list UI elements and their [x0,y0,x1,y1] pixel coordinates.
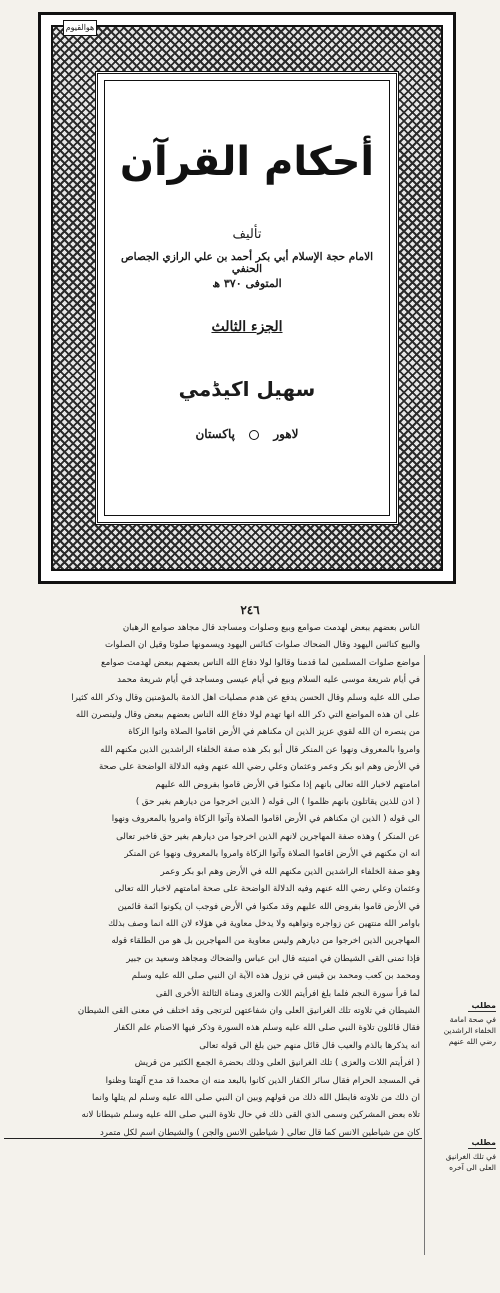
text-line: كان من شياطين الانس كما قال تعالى ( شياطين الانس والجن ) والشيطان اسم لكل متمرد [99,1127,420,1138]
text-line: المهاجرين الذين اخرجوا من ديارهم وليس معاوية من المهاجرين بل هو من الطلقاء قوله [111,936,420,947]
body-text [4,620,420,1142]
text-line: وهو صفة الخلفاء الراشدين الذين مكنهم الله في الأرض وهم ابو بكر وعمر [160,866,420,877]
text-line: انه ان مكنهم في الأرض اقاموا الصلاة وآتوا الزكاة وامروا بالمعروف ونهوا عن المنكر [124,849,420,860]
text-line: ومحمد بن كعب ومحمد بن قيس في نزول هذه الآية ان النبي صلى الله عليه وسلم [131,971,420,982]
ornamental-border [51,25,443,571]
text-line: مواضع صلوات المسلمين لما قدمنا وقالوا لولا دفاع الله الناس بعضهم ببعض لهدمت صوامع [101,657,420,668]
text-line: انه يذكرها بالذم والعيب قال قائل منهم حين بلغ الى قوله تعالى [199,1040,420,1051]
margin-divider [424,655,425,1255]
margin-note-head: مطلب [468,1137,496,1149]
text-line: الناس بعضهم ببعض لهدمت صوامع وبيع وصلوات ومساجد قال مجاهد صوامع الرهبان [122,623,420,633]
publisher-name: سهيل اكيڈمي [178,377,316,401]
city-name: لاھور [273,427,299,441]
margin-note-text: في تلك الغرانيق العلى الى آخره [445,1152,496,1172]
margin-note [430,1137,496,1173]
text-line: صلى الله عليه وسلم وقال الحسن يدفع عن هدم مصليات اهل الذمة بالمؤمنين وقال وذكر الله كثيرا [71,692,420,703]
text-line: في الأرض وهم ابو بكر وعمر وعثمان وعلي رضي الله عنهم وفيه الدلالة الواضحة على صحة [98,762,420,773]
text-line: امامتهم لاخبار الله تعالى بانهم إذا مكنوا في الأرض قاموا بفروض الله عليهم [155,779,420,790]
page-number: ٢٤٦ [240,603,260,617]
book-title: أحكام القرآن [119,139,375,185]
text-line: في المسجد الحرام فقال سائر الكفار الذين كانوا بالبعد منه ان محمدا قد مدح آلهتنا وظنوا [105,1075,420,1086]
text-line: فإذا تمنى القى الشيطان في امنيته قال ابن عباس والضحاك ومجاهد وسعيد بن جبير [126,953,420,964]
margin-note-head: مطلب [468,1000,496,1012]
text-line: والبيع كنائس اليهود وقال الضحاك صلوات كنائس اليهود ويسمونها صلوتا وقيل ان الصلوات [105,640,420,651]
corner-tag: ھوالقيوم [63,20,97,36]
text-line: تلاه بعض المشركين وسمى الذي القى ذلك في حال تلاوة النبي صلى الله عليه وسلم شيطانا لانه [81,1110,420,1121]
margin-note-text: في صحة امامة الخلفاء الراشدين رضي الله عنهم [443,1015,496,1046]
text-line: باوامر الله منتهين عن زواجره ونواهيه ولا يدخل معاوية في هؤلاء لان الله انما وصف بذلك [108,918,420,929]
publication-place [105,427,389,441]
text-line: وعثمان وعلي رضي الله عنهم وفيه الدلالة الواضحة على صحة امامتهم لاخبار الله تعالى [114,884,420,895]
text-line: ( اذن للذين يقاتلون بانهم ظلموا ) الى قوله ( الذين اخرجوا من ديارهم بغير حق ) [135,797,420,808]
text-line: وامروا بالمعروف ونهوا عن المنكر قال أبو بكر هذه صفة الخلفاء الراشدين الذين مكنهم الله [100,744,420,755]
circle-separator-icon [249,430,259,440]
text-line: على ان هذه المواضع التي ذكر الله انها تهدم لولا دفاع الله الناس بعضهم ببعض وقال ولينصرن الله [75,710,420,721]
text-line: فقال قائلون تلاوة النبي صلى الله عليه وسلم هذه السورة وذكر فيها الاصنام علم الكفار [114,1023,420,1034]
margin-note [430,1000,496,1047]
country-name: پاکستان [195,427,235,441]
volume-label: الجزء الثالث [211,319,283,335]
text-line: ( افرأيتم اللات والعزى ) تلك الغرانيق العلى وذلك بحضرة الجمع الكثير من قريش [134,1058,420,1069]
title-page [38,12,456,584]
text-line: الى قوله ( الذين ان مكناهم في الأرض اقاموا الصلاة وآتوا الزكاة وامروا بالمعروف ونهوا [111,814,420,825]
inner-rule [104,80,390,516]
text-line: في أيام شريعة موسى عليه السلام وبيع في أيام عيسى ومساجد في أيام شريعة محمد [117,675,420,686]
text-underline [4,1138,422,1139]
text-line: ان ذلك من تلاوته فابطل الله ذلك من قولهم وبين ان النبي صلى الله عليه وسلم لم يتلها وانما [91,1092,420,1103]
text-line: من ينصره ان الله لقوي عزيز الذين ان مكناهم في الأرض اقاموا الصلاة واتوا الزكاة [128,727,420,738]
author-name: الامام حجة الإسلام أبي بكر أحمد بن علي الرازي الجصاص الحنفي [120,251,373,275]
text-line: لما قرأ سورة النجم فلما بلغ افرأيتم اللات والعزى ومناة الثالثة الأخرى القى [155,988,420,999]
text-line: الشيطان في تلاوته تلك الغرانيق العلى وان شفاعتهن لترتجى وقد اختلف في معنى القى الشيطان [77,1005,420,1016]
authored-label: تأليف [232,227,262,242]
death-date: المتوفى ٣٧٠ ھ [212,277,282,290]
title-panel [95,71,399,525]
text-line: عن المنكر ) وهذه صفة المهاجرين لانهم الذين اخرجوا من ديارهم بغير حق فاخبر تعالى [116,831,420,842]
text-line: في الأرض قاموا بفروض الله عليهم وقد مكنوا في الأرض فوجب ان يكونوا ائمة قائمين [117,901,420,912]
